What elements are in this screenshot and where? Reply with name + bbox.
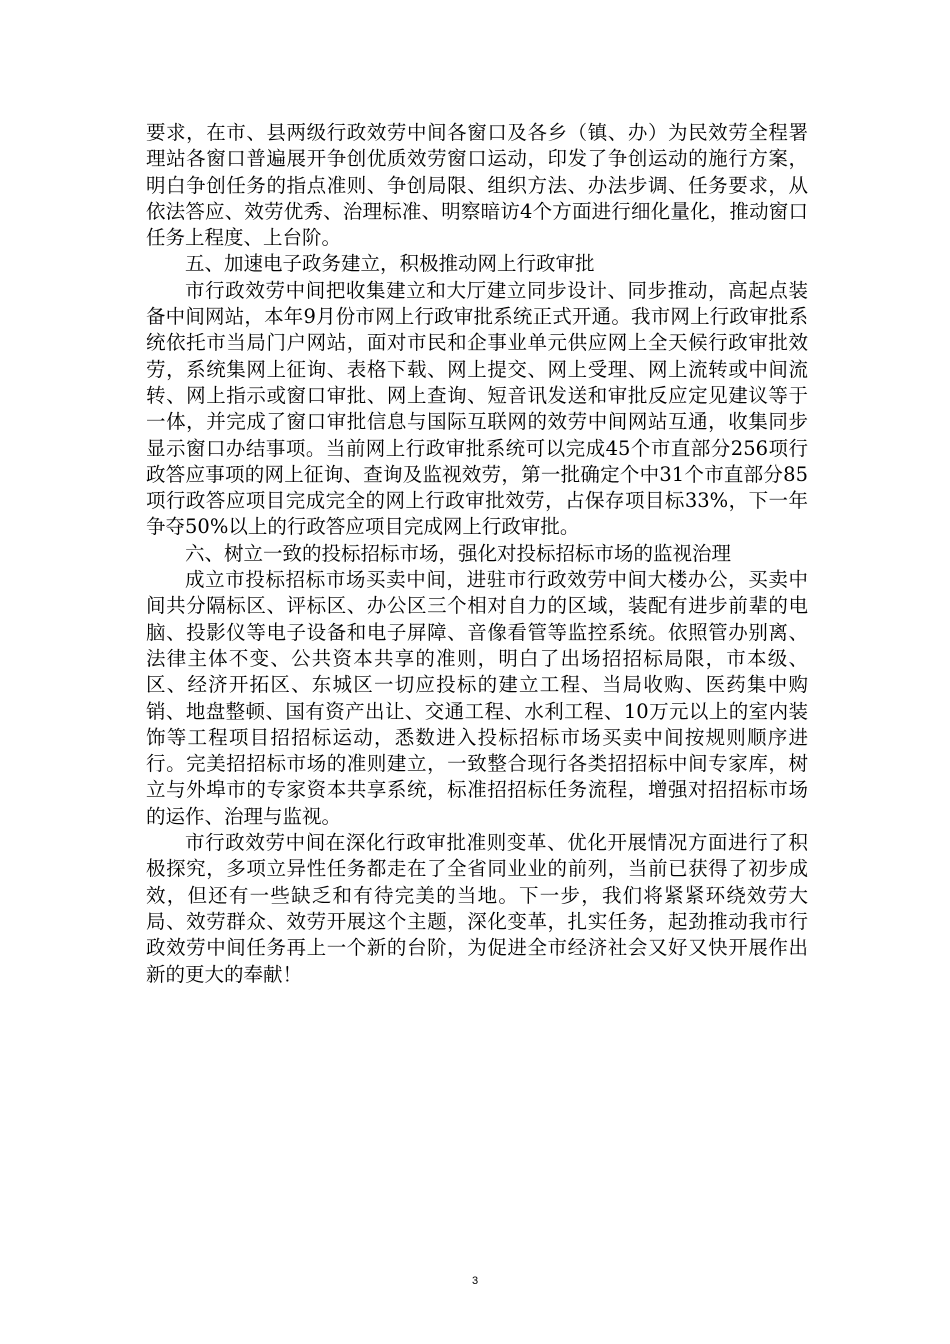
paragraph-continuation: 要求，在市、县两级行政效劳中间各窗口及各乡（镇、办）为民效劳全程署理站各窗口普遍展开争创优质效劳窗口运动，印发了争创运动的施行方案，明白争创任务的指点准则、争创局限、组织方法、办法步调、任务要求，从依法答应、效劳优秀、治理标准、明察暗访4个方面进行细化量化，推动窗口任务上程度、上台阶。 [146, 121, 808, 250]
page-number: 3 [471, 1275, 479, 1287]
paragraph-bidding-market: 成立市投标招标市场买卖中间，进驻市行政效劳中间大楼办公，买卖中间共分隔标区、评标区、办公区三个相对自力的区域，装配有进步前辈的电脑、投影仪等电子设备和电子屏障、音像看管等监控系统。依照管办别离、法律主体不变、公共资本共享的准则，明白了出场招招标局限，市本级、区、经济开拓区、东城区一切应投标的建立工程、当局收购、医药集中购销、地盘整顿、国有资产出让、交通工程、水利工程、10万元以上的室内装饰等工程项目招招标运动，悉数进入投标招标市场买卖中间按规则顺序进行。完美招招标市场的准则建立，一致整合现行各类招招标中间专家库，树立与外埠市的专家资本共享系统，标准招招标任务流程，增强对招招标市场的运作、治理与监视。 [146, 568, 808, 828]
document-body [146, 120, 808, 988]
paragraph-conclusion: 市行政效劳中间在深化行政审批准则变革、优化开展情况方面进行了积极探究，多项立异性任务都走在了全省同业业的前列，当前已获得了初步成效，但还有一些缺乏和有待完美的当地。下一步，我们将紧紧环绕效劳大局、效劳群众、效劳开展这个主题，深化变革，扎实任务，起劲推动我市行政效劳中间任务再上一个新的台阶，为促进全市经济社会又好又快开展作出新的更大的奉献！ [146, 831, 808, 986]
paragraph-e-government: 市行政效劳中间把收集建立和大厅建立同步设计、同步推动，高起点装备中间网站，本年9月份市网上行政审批系统正式开通。我市网上行政审批系统依托市当局门户网站，面对市民和企事业单元供应网上全天候行政审批效劳，系统集网上征询、表格下载、网上提交、网上受理、网上流转或中间流转、网上指示或窗口审批、网上查询、短音讯发送和审批反应定见建议等于一体，并完成了窗口审批信息与国际互联网的效劳中间网站互通，收集同步显示窗口办结事项。当前网上行政审批系统可以完成45个市直部分256项行政答应事项的网上征询、查询及监视效劳，第一批确定个中31个市直部分85项行政答应项目完成完全的网上行政审批效劳，占保存项目标33%，下一年争夺50%以上的行政答应项目完成网上行政审批。 [146, 278, 808, 539]
section-heading-five: 五、加速电子政务建立，积极推动网上行政审批 [185, 252, 595, 276]
section-heading-six: 六、树立一致的投标招标市场，强化对投标招标市场的监视治理 [185, 541, 732, 565]
